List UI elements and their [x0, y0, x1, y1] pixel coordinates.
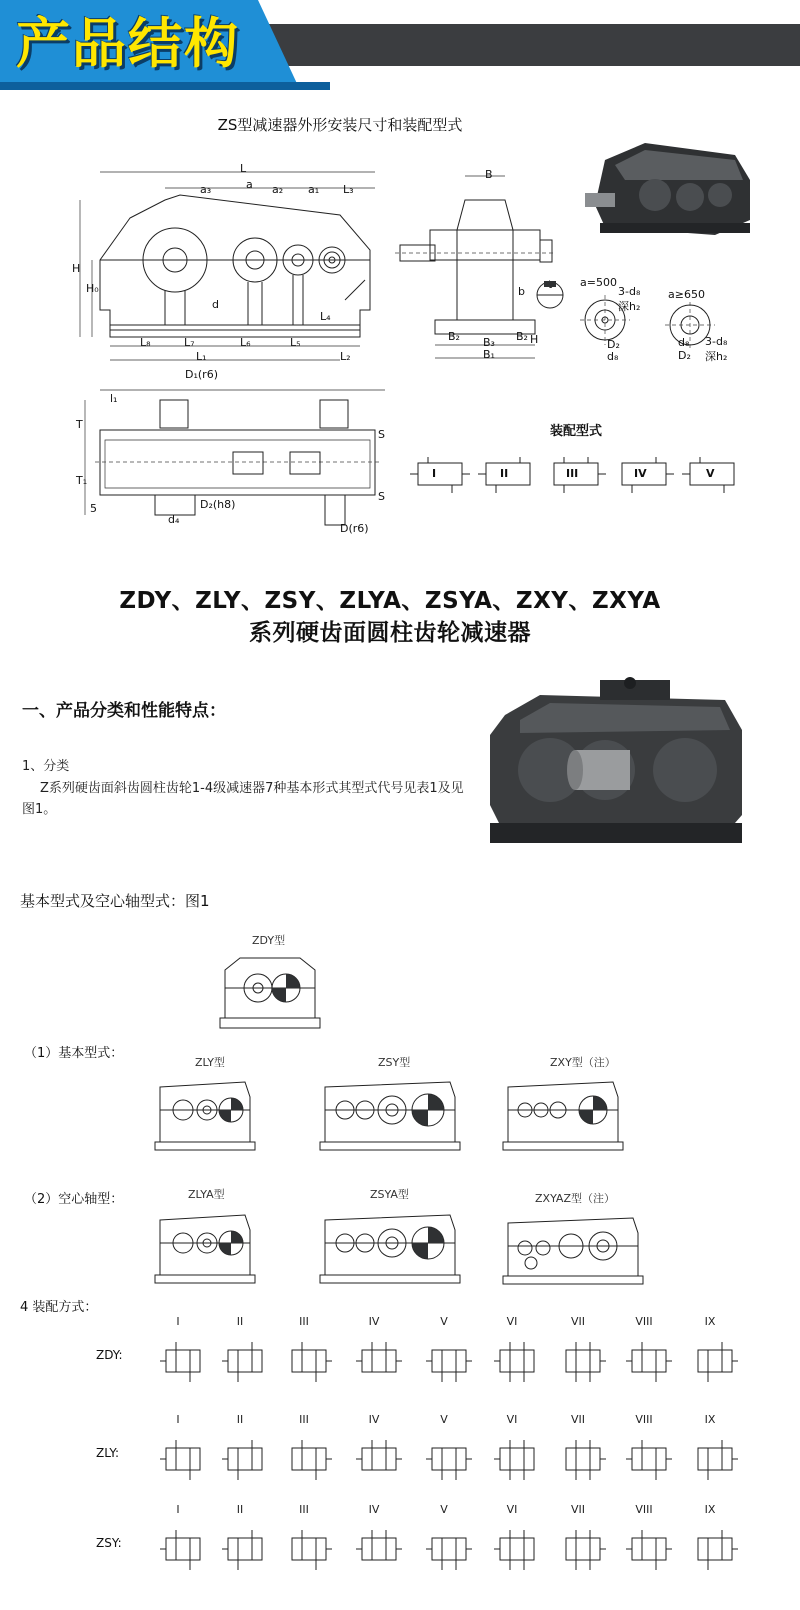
fig-zdy-drawing: [220, 950, 320, 1030]
assembly-numeral: IV: [368, 1413, 380, 1426]
assembly-diagram: [286, 1522, 332, 1578]
hole-large-d8: d₈: [678, 336, 690, 349]
dim-D2h8: D₂(h8): [200, 498, 236, 511]
assembly-title: 装配型式: [550, 424, 603, 439]
dim-S-top: S: [378, 428, 385, 441]
assembly-diagram: [494, 1522, 540, 1578]
assembly-numeral: III: [299, 1503, 309, 1516]
figure1-heading: 基本型式及空心轴型式：图1: [20, 892, 210, 910]
fig-zsya-drawing: [320, 1205, 460, 1285]
assembly-numeral: IX: [704, 1413, 716, 1426]
assembly-numeral: VIII: [635, 1413, 653, 1426]
dim-B3: B₃: [483, 336, 495, 349]
assembly-diagram: [426, 1432, 472, 1488]
assembly-numeral: III: [299, 1315, 309, 1328]
assembly-numeral: I: [176, 1413, 180, 1426]
dim-d4: d₄: [168, 513, 180, 526]
header-banner: [0, 0, 800, 90]
assembly-top-5: [682, 455, 742, 495]
dim-B: B: [485, 168, 493, 181]
assembly-diagram: [222, 1334, 268, 1390]
dim-B1: B₁: [483, 348, 495, 361]
assembly-row-label: ZDY:: [96, 1348, 123, 1362]
product-photo-top: [585, 135, 755, 240]
assembly-diagram: [692, 1522, 738, 1578]
dim-L3: L₃: [343, 183, 354, 196]
assembly-diagram: [426, 1334, 472, 1390]
fig-zxyaz-caption: ZXYAZ型（注）: [535, 1192, 615, 1205]
dim-L8: L₈: [140, 336, 151, 349]
assembly-numeral: IV: [368, 1503, 380, 1516]
assembly-numeral: II: [236, 1413, 244, 1426]
dim-L4: L₄: [320, 310, 331, 323]
dim-5: 5: [90, 502, 97, 515]
dim-Dr6: D(r6): [340, 522, 369, 535]
assembly-row-label: ZSY:: [96, 1536, 122, 1550]
dim-L: L: [240, 162, 247, 175]
dim-H0: H₀: [86, 282, 99, 295]
assembly-numeral: I: [176, 1503, 180, 1516]
assembly-numeral: V: [440, 1503, 448, 1516]
dim-T: T: [76, 418, 83, 431]
assembly-heading: 4 装配方式：: [20, 1300, 98, 1315]
dim-B2-right: B₂: [516, 330, 528, 343]
hole-small-a: a=500: [580, 276, 617, 289]
fig-zly-caption: ZLY型: [195, 1056, 225, 1069]
assembly-numeral: IX: [704, 1503, 716, 1516]
assembly-numeral: I: [176, 1315, 180, 1328]
assembly-numeral: VIII: [635, 1503, 653, 1516]
assembly-diagram: [286, 1432, 332, 1488]
section1-sub: 1、分类: [22, 759, 70, 774]
dim-a2: a₂: [272, 183, 284, 196]
hole-large-a: a≥650: [668, 288, 705, 301]
assembly-top-2: [478, 455, 538, 495]
fig-zsya-caption: ZSYA型: [370, 1188, 409, 1201]
assembly-diagram: [222, 1432, 268, 1488]
assembly-top-1-label: I: [432, 467, 437, 480]
dim-L7: L₇: [184, 336, 195, 349]
dim-D1: D₁(r6): [185, 368, 218, 381]
hollow-label: （2）空心轴型：: [24, 1192, 124, 1207]
assembly-diagram: [494, 1432, 540, 1488]
assembly-numeral: VII: [570, 1503, 585, 1516]
assembly-diagram: [560, 1522, 606, 1578]
product-photo-main: [480, 675, 750, 850]
assembly-row-label: ZLY:: [96, 1446, 120, 1460]
assembly-numeral: VII: [570, 1315, 585, 1328]
banner-title: 产品结构: [16, 12, 240, 75]
assembly-diagram: [356, 1334, 402, 1390]
assembly-top-4-label: IV: [634, 467, 647, 480]
assembly-numeral: IV: [368, 1315, 380, 1328]
series-heading-line2: 系列硬齿面圆柱齿轮减速器: [249, 620, 531, 646]
assembly-diagram: [626, 1334, 672, 1390]
drawing-title: ZS型减速器外形安装尺寸和装配型式: [217, 116, 463, 134]
dim-H-end: H: [530, 333, 539, 346]
key-section-drawing: [530, 275, 570, 315]
fig-zdy-caption: ZDY型: [252, 934, 286, 947]
dim-d: d: [212, 298, 219, 311]
side-view-drawing: [70, 160, 390, 370]
dim-L5: L₅: [290, 336, 301, 349]
assembly-diagram: [626, 1522, 672, 1578]
assembly-diagram: [286, 1334, 332, 1390]
dim-H: H: [72, 262, 81, 275]
dim-a3: a₃: [200, 183, 212, 196]
section1-desc: Z系列硬齿面斜齿圆柱齿轮1-4级减速器7种基本形式其型式代号见表1及见图1。: [22, 781, 464, 817]
assembly-top-4: [614, 455, 674, 495]
hole-large-d2: D₂: [678, 349, 691, 362]
assembly-diagram: [626, 1432, 672, 1488]
dim-L6: L₆: [240, 336, 251, 349]
assembly-numeral: V: [440, 1413, 448, 1426]
assembly-diagram: [560, 1432, 606, 1488]
fig-zxy-drawing: [503, 1072, 623, 1152]
fig-zxy-caption: ZXY型（注）: [550, 1056, 616, 1069]
section1-heading: 一、产品分类和性能特点：: [22, 701, 226, 721]
fig-zsy-drawing: [320, 1072, 460, 1152]
assembly-numeral: VI: [506, 1413, 518, 1426]
dim-L2: L₂: [340, 350, 351, 363]
hole-large-deep: 深h₂: [705, 350, 728, 363]
hole-large-depth: 3-d₈: [705, 335, 728, 348]
dim-S-bottom: S: [378, 490, 385, 503]
fig-zlya-caption: ZLYA型: [188, 1188, 225, 1201]
dim-a: a: [246, 178, 253, 191]
assembly-diagram: [692, 1432, 738, 1488]
assembly-numeral: VIII: [635, 1315, 653, 1328]
assembly-numeral: III: [299, 1413, 309, 1426]
assembly-diagram: [160, 1522, 206, 1578]
assembly-diagram: [356, 1522, 402, 1578]
assembly-numeral: VI: [506, 1315, 518, 1328]
assembly-top-3-label: III: [566, 467, 579, 480]
dim-L1: L₁: [196, 350, 207, 363]
hole-small-deep: 深h₂: [618, 300, 641, 313]
banner-stripe: [0, 82, 330, 90]
hole-small-d8: d₈: [607, 350, 619, 363]
assembly-top-2-label: II: [500, 467, 509, 480]
assembly-numeral: II: [236, 1315, 244, 1328]
assembly-top-1: [410, 455, 470, 495]
assembly-top-3: [546, 455, 606, 495]
assembly-numeral: IX: [704, 1315, 716, 1328]
series-heading-line1: ZDY、ZLY、ZSY、ZLYA、ZSYA、ZXY、ZXYA: [119, 588, 661, 614]
assembly-diagram: [494, 1334, 540, 1390]
dim-a1: a₁: [308, 183, 320, 196]
banner-dark-bar: [260, 24, 800, 66]
dim-l1: l₁: [110, 392, 118, 405]
fig-zly-drawing: [155, 1072, 255, 1152]
assembly-diagram: [160, 1432, 206, 1488]
assembly-diagram: [222, 1522, 268, 1578]
dim-b: b: [518, 285, 525, 298]
dim-B2: B₂: [448, 330, 460, 343]
assembly-top-1-icon: [410, 455, 470, 495]
fig-zlya-drawing: [155, 1205, 255, 1285]
assembly-grid: [0, 1310, 800, 1600]
top-view-drawing: [75, 380, 395, 540]
assembly-numeral: V: [440, 1315, 448, 1328]
assembly-types-top: [410, 455, 750, 495]
dim-T1: T₁: [76, 474, 88, 487]
hole-small-d2: D₂: [607, 338, 620, 351]
assembly-top-5-label: V: [706, 467, 715, 480]
assembly-diagram: [356, 1432, 402, 1488]
fig-zsy-caption: ZSY型: [378, 1056, 411, 1069]
fig-zxyaz-drawing: [503, 1208, 643, 1288]
assembly-numeral: VI: [506, 1503, 518, 1516]
assembly-diagram: [692, 1334, 738, 1390]
assembly-numeral: VII: [570, 1413, 585, 1426]
basic-label: （1）基本型式：: [24, 1046, 124, 1061]
hole-small-depth: 3-d₈: [618, 285, 641, 298]
assembly-diagram: [160, 1334, 206, 1390]
assembly-numeral: II: [236, 1503, 244, 1516]
assembly-diagram: [426, 1522, 472, 1578]
assembly-diagram: [560, 1334, 606, 1390]
